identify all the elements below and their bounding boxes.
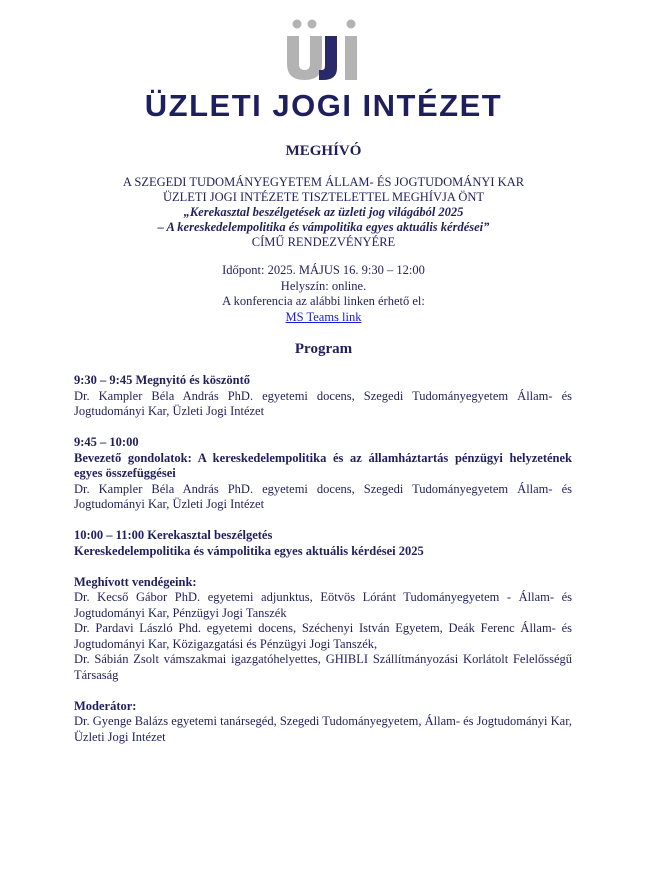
event-date: Időpont: 2025. MÁJUS 16. 9:30 – 12:00: [222, 263, 425, 277]
session-title: Kereskedelempolitika és vámpolitika egyes aktuális kérdései 2025: [74, 543, 424, 558]
program-section: [74, 373, 572, 420]
event-subtitle: – A kereskedelempolitika és vámpolitika egyes aktuális kérdései”: [157, 220, 490, 234]
invitation-text: [0, 175, 647, 250]
institute-name: ÜZLETI JOGI INTÉZET: [144, 88, 503, 123]
ms-teams-link[interactable]: MS Teams link: [285, 309, 362, 324]
guests-heading: Meghívott vendégeink:: [74, 574, 197, 589]
moderator-section: [74, 699, 572, 746]
guest-entry: Dr. Pardavi László Phd. egyetemi docens, Széchenyi István Egyetem, Deák Ferenc Állam- és Jogtudományi Kar, Közigazgatási és Pénzügyi Jogi Tanszék,: [74, 621, 572, 651]
guest-entry: Dr. Sábián Zsolt vámszakmai igazgatóhelyettes, GHIBLI Szállítmányozási Korlátolt Felelősségű Társaság: [74, 652, 572, 682]
event-place: Helyszín: online.: [280, 278, 367, 293]
moderator-name: Dr. Gyenge Balázs egyetemi tanársegéd, Szegedi Tudományegyetem, Állam- és Jogtudományi Kar, Üzleti Jogi Intézet: [74, 714, 572, 744]
uji-logo-mark: [279, 18, 369, 82]
invitation-line: CÍMŰ RENDEZVÉNYÉRE: [251, 235, 396, 249]
guest-entry: Dr. Kecső Gábor PhD. egyetemi adjunktus, Eötvös Lóránt Tudományegyetem - Állam- és Jogtudományi Kar, Pénzügyi Jogi Tanszék: [74, 590, 572, 620]
event-details: [0, 263, 647, 325]
session-time: 9:45 – 10:00: [74, 435, 139, 449]
page-title: MEGHÍVÓ: [285, 143, 362, 159]
invitation-line: ÜZLETI JOGI INTÉZETE TISZTELETTEL MEGHÍVJA ÖNT: [162, 190, 485, 204]
program-heading: Program: [294, 341, 353, 357]
program-section: [74, 528, 572, 559]
session-title: Bevezető gondolatok: A kereskedelempolitika és az államháztartás pénzügyi helyzetének egyes összefüggései: [74, 450, 572, 480]
session-speaker: Dr. Kampler Béla András PhD. egyetemi docens, Szegedi Tudományegyetem Állam- és Jogtudományi Kar, Üzleti Jogi Intézet: [74, 388, 572, 418]
link-intro: A konferencia az alábbi linken érhető el:: [222, 294, 425, 308]
invitation-line: A SZEGEDI TUDOMÁNYEGYETEM ÁLLAM- ÉS JOGTUDOMÁNYI KAR: [122, 175, 525, 189]
event-title: „Kerekasztal beszélgetések az üzleti jog világából 2025: [183, 205, 464, 219]
institute-logo: [0, 18, 647, 82]
program-body: [74, 373, 572, 761]
program-section: [74, 435, 572, 513]
moderator-heading: Moderátor:: [74, 698, 137, 713]
session-speaker: Dr. Kampler Béla András PhD. egyetemi docens, Szegedi Tudományegyetem Állam- és Jogtudományi Kar, Üzleti Jogi Intézet: [74, 481, 572, 511]
guests-section: [74, 575, 572, 684]
session-time: 10:00 – 11:00 Kerekasztal beszélgetés: [74, 528, 273, 542]
session-time: 9:30 – 9:45 Megnyitó és köszöntő: [74, 373, 251, 387]
